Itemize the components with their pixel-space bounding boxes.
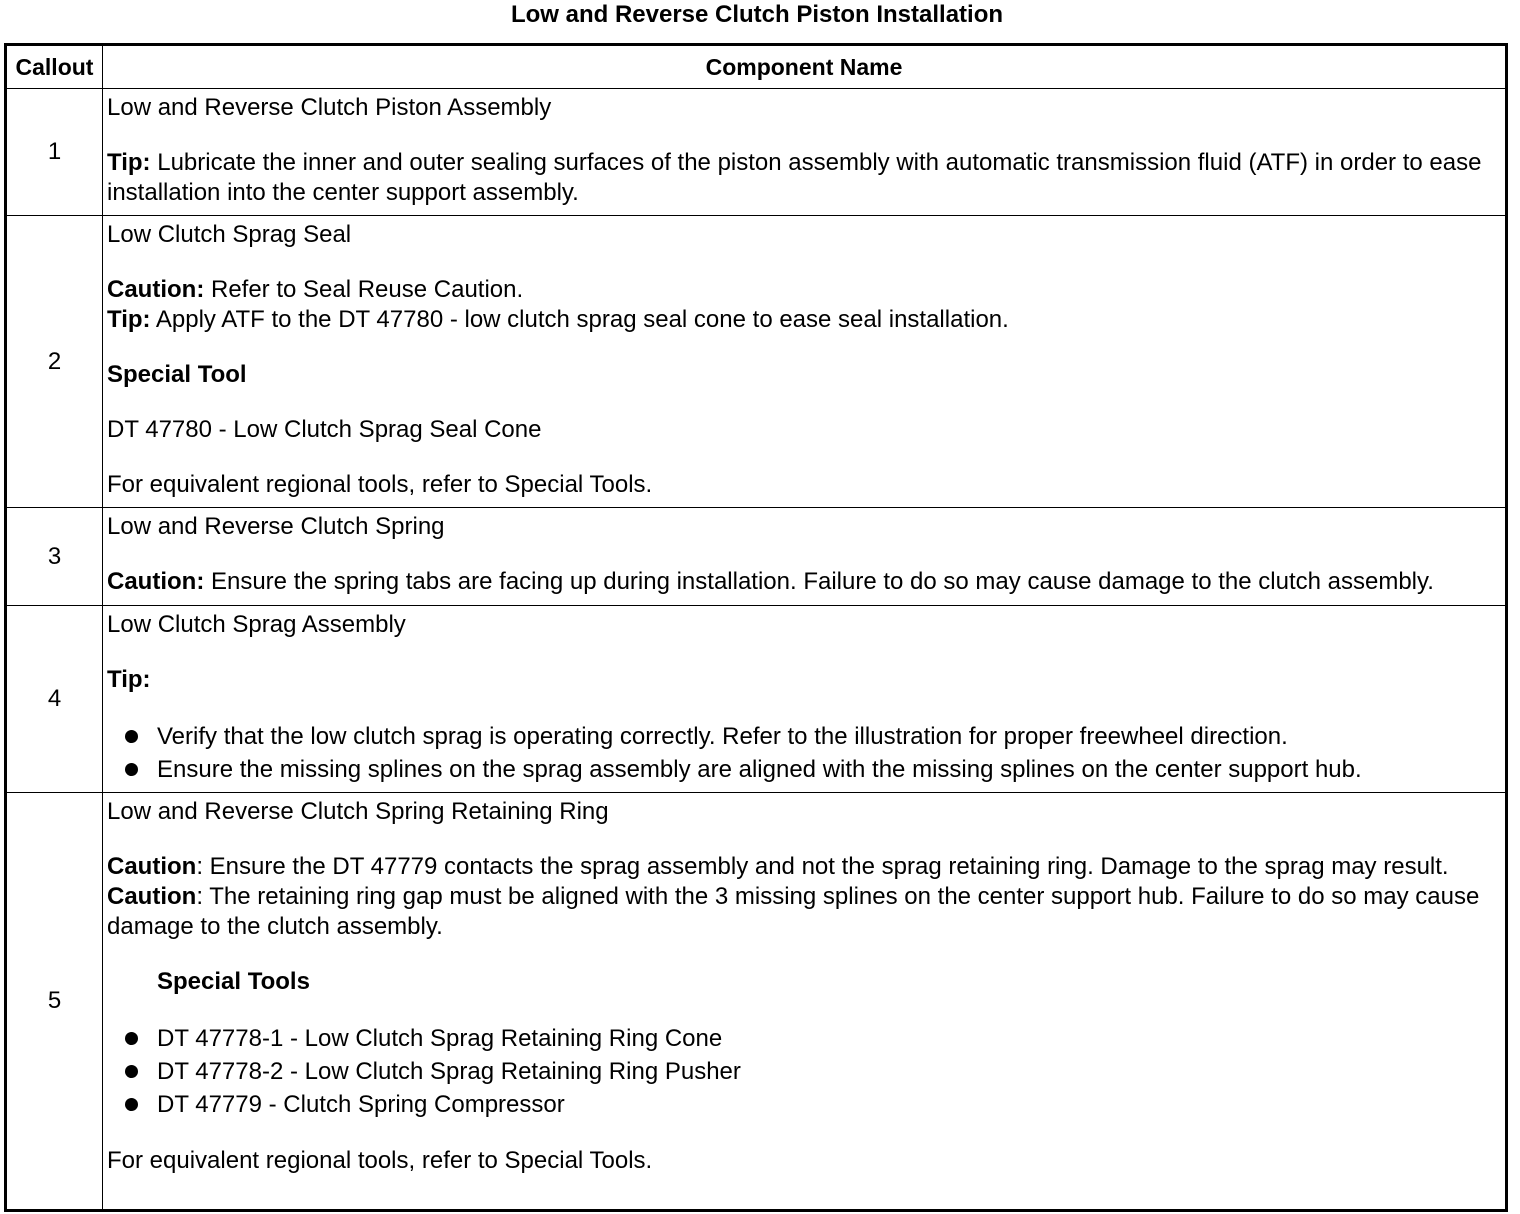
caution-label: Caution: xyxy=(107,568,205,595)
component-cell xyxy=(103,508,1507,606)
procedure-table xyxy=(4,43,1508,1212)
callout-number: 3 xyxy=(6,508,103,606)
component-name: Low Clutch Sprag Seal xyxy=(107,221,352,248)
caution-body: : Ensure the DT 47779 contacts the sprag assembly and not the sprag retaining ring. Damage to the sprag may result. xyxy=(196,853,1449,880)
component-name: Low and Reverse Clutch Spring xyxy=(107,513,445,540)
component-name: Low and Reverse Clutch Piston Assembly xyxy=(107,94,552,121)
caution-text xyxy=(107,882,1495,942)
caution-text xyxy=(107,567,1495,597)
table-row xyxy=(6,216,1507,508)
list-item: DT 47778-1 - Low Clutch Sprag Retaining Ring Cone xyxy=(107,1022,1495,1055)
tip-body: Apply ATF to the DT 47780 - low clutch sprag seal cone to ease seal installation. xyxy=(150,306,1009,333)
callout-number: 1 xyxy=(6,89,103,216)
caution-body: : The retaining ring gap must be aligned with the 3 missing splines on the center support hub. Failure to do so may cause damage to the clutch assembly. xyxy=(107,883,1480,940)
special-tools-list xyxy=(107,1022,1495,1121)
table-row xyxy=(6,606,1507,793)
component-cell xyxy=(103,606,1507,793)
regional-tools-note: For equivalent regional tools, refer to Special Tools. xyxy=(107,471,653,498)
tip-text xyxy=(107,148,1495,208)
list-item: DT 47778-2 - Low Clutch Sprag Retaining Ring Pusher xyxy=(107,1055,1495,1088)
caution-text xyxy=(107,275,1495,305)
table-row xyxy=(6,508,1507,606)
component-name: Low and Reverse Clutch Spring Retaining Ring xyxy=(107,798,609,825)
tip-label: Tip: xyxy=(107,666,151,693)
caution-label: Caution: xyxy=(107,276,205,303)
callout-number: 4 xyxy=(6,606,103,793)
caution-body: Refer to Seal Reuse Caution. xyxy=(204,276,524,303)
callout-column-header: Callout xyxy=(6,45,103,89)
regional-tools-note: For equivalent regional tools, refer to Special Tools. xyxy=(107,1147,653,1174)
component-cell xyxy=(103,793,1507,1211)
component-cell xyxy=(103,216,1507,508)
special-tool-item: DT 47780 - Low Clutch Sprag Seal Cone xyxy=(107,416,542,443)
caution-label: Caution xyxy=(107,853,197,880)
list-item: Ensure the missing splines on the sprag assembly are aligned with the missing splines on the center support hub. xyxy=(107,753,1495,786)
bullet-icon xyxy=(125,1098,138,1111)
tip-bullet-list xyxy=(107,720,1495,786)
table-row xyxy=(6,793,1507,1211)
tip-body: Lubricate the inner and outer sealing surfaces of the piston assembly with automatic transmission fluid (ATF) in order to ease installation into the center support assembly. xyxy=(107,149,1482,206)
table-header-row xyxy=(6,45,1507,89)
bullet-icon xyxy=(125,730,138,743)
caution-text xyxy=(107,852,1495,882)
table-row xyxy=(6,89,1507,216)
bullet-icon xyxy=(125,763,138,776)
special-tools-heading: Special Tools xyxy=(157,968,310,995)
tip-label: Tip: xyxy=(107,306,151,333)
component-name: Low Clutch Sprag Assembly xyxy=(107,611,406,638)
tip-label: Tip: xyxy=(107,149,151,176)
callout-number: 5 xyxy=(6,793,103,1211)
page-title: Low and Reverse Clutch Piston Installation xyxy=(510,1,1004,28)
tip-text xyxy=(107,305,1495,335)
list-item: DT 47779 - Clutch Spring Compressor xyxy=(107,1088,1495,1121)
bullet-icon xyxy=(125,1032,138,1045)
caution-label: Caution xyxy=(107,883,197,910)
callout-number: 2 xyxy=(6,216,103,508)
caution-body: Ensure the spring tabs are facing up during installation. Failure to do so may cause damage to the clutch assembly. xyxy=(204,568,1434,595)
component-column-header: Component Name xyxy=(103,45,1507,89)
component-cell xyxy=(103,89,1507,216)
special-tool-heading: Special Tool xyxy=(107,361,247,388)
list-item: Verify that the low clutch sprag is operating correctly. Refer to the illustration for proper freewheel direction. xyxy=(107,720,1495,753)
bullet-icon xyxy=(125,1065,138,1078)
